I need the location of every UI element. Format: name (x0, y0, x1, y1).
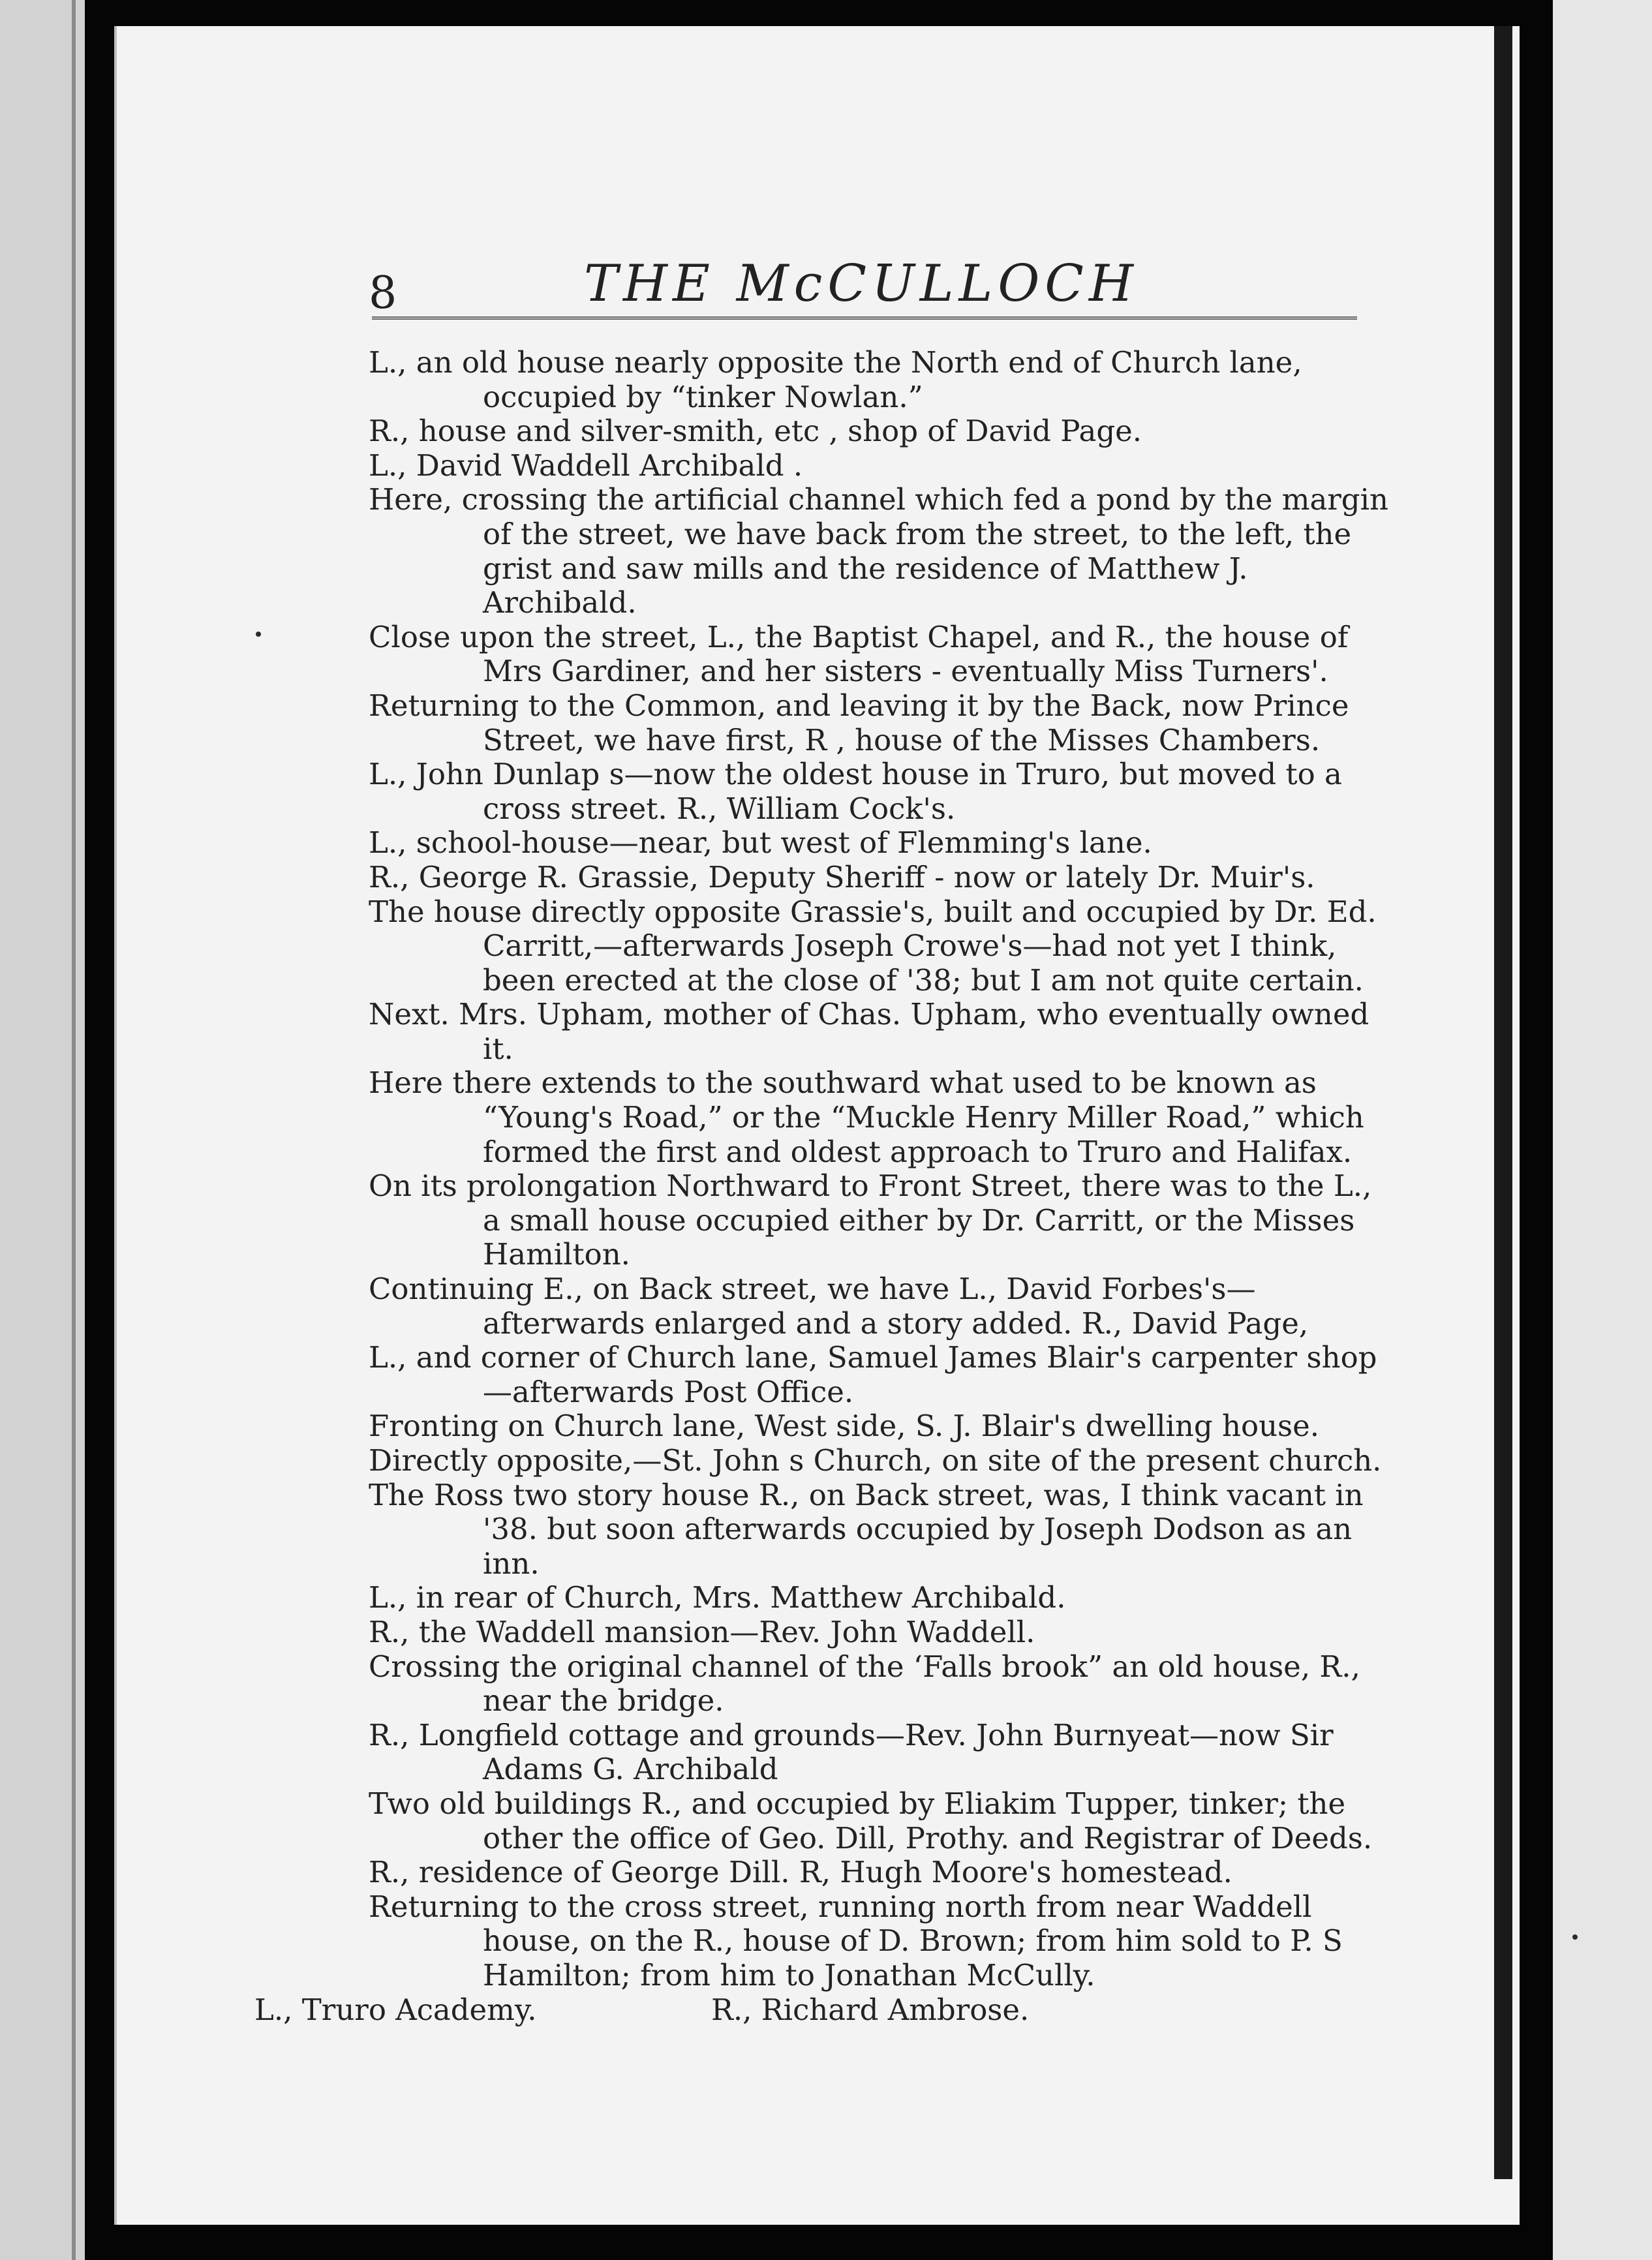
entry: Close upon the street, L., the Baptist Chapel, and R., the house of Mrs Gardiner, and her sisters - eventually Miss Turners'. (369, 619, 1349, 689)
entry: R., residence of George Dill. R, Hugh Moore's homestead. (369, 1855, 1232, 1890)
page-number: 8 (369, 267, 397, 319)
entry: L., John Dunlap s—now the oldest house in Truro, but moved to a cross street. R., William Cock's. (369, 757, 1342, 826)
entry: R., Longfield cottage and grounds—Rev. John Burnyeat—now Sir Adams G. Archibald (369, 1717, 1334, 1787)
page-header (258, 241, 1367, 326)
scan-speck (1572, 1934, 1578, 1940)
entry: The house directly opposite Grassie's, built and occupied by Dr. Ed. Carritt,—afterwards Joseph Crowe's—had not yet I think, been erected at the close of '38; but I am not quite certain. (369, 894, 1377, 998)
scan-edge (72, 0, 76, 2260)
entry: Returning to the Common, and leaving it by the Back, now Prince Street, we have first, R , house of the Misses Chambers. (369, 688, 1349, 757)
entry: R., the Waddell mansion—Rev. John Waddell. (369, 1614, 1035, 1649)
entry: Here, crossing the artificial channel which fed a pond by the margin of the street, we have back from the street, to the left, the grist and saw mills and the residence of Matthew J. Archibald. (369, 482, 1388, 620)
entry: L., school-house—near, but west of Flemming's lane. (369, 825, 1152, 861)
entry: Fronting on Church lane, West side, S. J. Blair's dwelling house. (369, 1409, 1320, 1444)
entry: Directly opposite,—St. John s Church, on site of the present church. (369, 1443, 1382, 1478)
page-body (254, 345, 1396, 2027)
header-rule (372, 316, 1357, 320)
adjacent-page-edge (1553, 0, 1652, 2260)
entry: Crossing the original channel of the ‘Falls brook” an old house, R., near the bridge. (369, 1649, 1360, 1718)
entry: The Ross two story house R., on Back street, was, I think vacant in '38. but soon afterwards occupied by Joseph Dodson as an inn. (369, 1477, 1364, 1581)
scan-speck (256, 632, 261, 637)
entry: Here there extends to the southward what used to be known as “Young's Road,” or the “Muckle Henry Miller Road,” which formed the first and oldest approach to Truro and Halifax. (369, 1065, 1364, 1169)
entry: Returning to the cross street, running north from near Waddell house, on the R., house of D. Brown; from him sold to P. S Hamilton; from him to Jonathan McCully. (369, 1889, 1343, 1993)
entry: Continuing E., on Back street, we have L., David Forbes's—afterwards enlarged and a story added. R., David Page, (369, 1272, 1309, 1341)
entry: R., house and silver-smith, etc , shop of David Page. (369, 414, 1142, 449)
entry: Two old buildings R., and occupied by Eliakim Tupper, tinker; the other the office of Geo. Dill, Prothy. and Registrar of Deeds. (369, 1786, 1373, 1855)
final-entry-right: R., Richard Ambrose. (711, 1992, 1030, 2027)
entry: Next. Mrs. Upham, mother of Chas. Upham, who eventually owned it. (369, 997, 1369, 1066)
entry: On its prolongation Northward to Front Street, there was to the L., a small house occupied either by Dr. Carritt, or the Misses Hamilton. (369, 1168, 1372, 1272)
entry: L., an old house nearly opposite the North end of Church lane, occupied by “tinker Nowlan.” (369, 345, 1302, 414)
final-entry-left: L., Truro Academy. (254, 1992, 537, 2027)
running-title: THE McCULLOCH (584, 254, 1139, 313)
entry: R., George R. Grassie, Deputy Sheriff - now or lately Dr. Muir's. (369, 859, 1315, 894)
entry: L., in rear of Church, Mrs. Matthew Archibald. (369, 1580, 1066, 1615)
entry: L., and corner of Church lane, Samuel James Blair's carpenter shop —afterwards Post Office. (369, 1340, 1377, 1409)
entry: L., David Waddell Archibald . (369, 448, 803, 483)
final-entry (254, 1992, 1396, 2028)
page-gutter-shadow (1494, 26, 1512, 2179)
scan-left-margin (0, 0, 85, 2260)
